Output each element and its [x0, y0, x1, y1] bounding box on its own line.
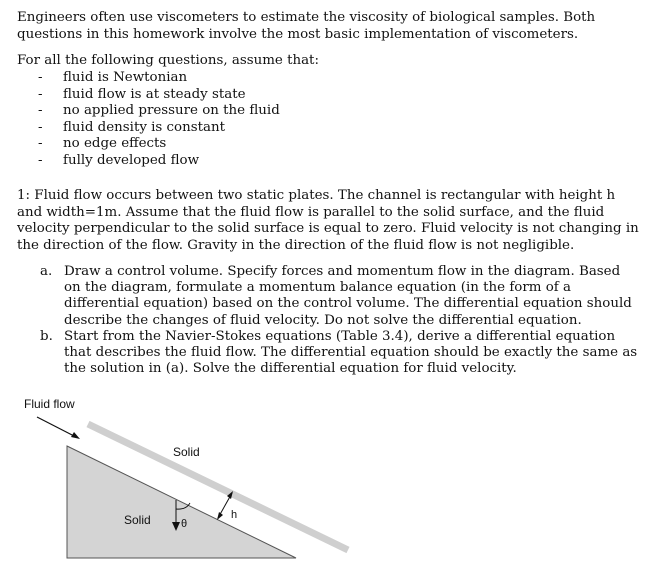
- fluid-flow-label: Fluid flow: [24, 397, 75, 411]
- assumptions-list: [38, 70, 280, 170]
- subquestion-marker: b.: [40, 328, 53, 344]
- height-arrowhead-bottom-icon: [217, 512, 223, 520]
- bullet-dash: -: [38, 152, 43, 168]
- solid-top-label: Solid: [173, 445, 200, 459]
- assumption-item: [38, 136, 280, 153]
- subquestion-text: Start from the Navier-Stokes equations (Table 3.4), derive a differential equation that describes the fluid flow. The differential equation should be exactly the same as the solution in (a). Solve the differential equation for fluid velocity.: [64, 328, 638, 377]
- bullet-dash: -: [38, 119, 43, 135]
- assumption-item: [38, 70, 280, 87]
- assumption-text: fluid is Newtonian: [63, 70, 188, 85]
- flow-arrow-icon: [37, 417, 76, 437]
- bullet-dash: -: [38, 70, 43, 85]
- assumption-text: no applied pressure on the fluid: [63, 103, 280, 119]
- inclined-plates-diagram: [0, 390, 657, 582]
- assumption-item: [38, 103, 280, 120]
- angle-label: θ: [181, 518, 188, 530]
- subquestion-marker: a.: [40, 264, 53, 279]
- question-1: 1: Fluid flow occurs between two static plates. The channel is rectangular with height h and width=1m. Assume that the fluid flow is parallel to the solid surface, and the fluid velocity perpendicular to the solid surface is equal to zero. Fluid velocity is not changing in the direction of the flow. Gravity in the direction of the fluid flow is not negligible.: [17, 188, 639, 253]
- assumptions-heading: For all the following questions, assume that:: [17, 53, 319, 68]
- assumption-text: no edge effects: [63, 136, 167, 152]
- bullet-dash: -: [38, 103, 43, 119]
- subquestion-a: [40, 264, 640, 329]
- height-label: h: [231, 509, 238, 521]
- assumption-item: [38, 87, 280, 104]
- subquestion-text: Draw a control volume. Specify forces and momentum flow in the diagram. Based on the diagram, formulate a momentum balance equation (in the form of a differential equation) based on the control volume. The differential equation should describe the changes of fluid velocity. Do not solve the differential equation.: [64, 264, 632, 328]
- bullet-dash: -: [38, 136, 43, 152]
- assumption-text: fluid density is constant: [63, 119, 225, 135]
- subquestion-list: [40, 264, 640, 377]
- flow-arrowhead-icon: [71, 432, 80, 439]
- assumption-text: fully developed flow: [63, 152, 200, 168]
- solid-bottom-label: Solid: [124, 513, 151, 527]
- intro-paragraph: Engineers often use viscometers to estimate the viscosity of biological samples. Both questions in this homework involve the most basic implementation of viscometers.: [17, 10, 596, 42]
- assumption-item: [38, 153, 280, 170]
- assumption-item: [38, 120, 280, 137]
- assumption-text: fluid flow is at steady state: [63, 86, 246, 102]
- bottom-wedge: [67, 446, 296, 558]
- subquestion-b: [40, 329, 640, 378]
- bullet-dash: -: [38, 86, 43, 102]
